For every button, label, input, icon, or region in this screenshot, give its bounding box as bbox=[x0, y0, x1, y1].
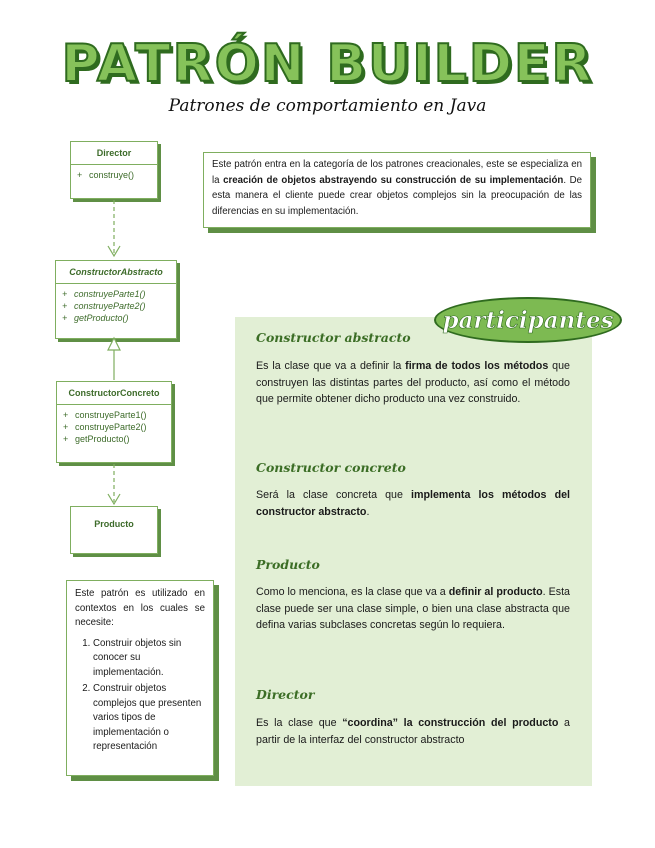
uml-method: + construyeParte1() bbox=[63, 410, 147, 420]
section-title-product: Producto bbox=[256, 557, 320, 572]
uml-class-name: ConstructorAbstracto bbox=[56, 261, 176, 284]
plus-icon: + bbox=[62, 301, 68, 311]
page-title: PATRÓN BUILDER bbox=[61, 34, 594, 94]
section-text-director: Es la clase que “coordina” la construcción del producto a partir de la interfaz del constructor abstracto bbox=[256, 717, 570, 746]
uml-method: + construyeParte2() bbox=[62, 301, 146, 311]
usage-intro: Este patrón es utilizado en contextos en los cuales se necesite: bbox=[75, 588, 205, 628]
plus-icon: + bbox=[63, 422, 69, 432]
uml-method: + getProducto() bbox=[63, 434, 130, 444]
plus-icon: + bbox=[77, 170, 83, 180]
uml-connectors bbox=[0, 190, 200, 610]
section-title-director: Director bbox=[256, 687, 315, 702]
uml-method: + getProducto() bbox=[62, 313, 129, 323]
plus-icon: + bbox=[63, 410, 69, 420]
uml-method: + construyeParte2() bbox=[63, 422, 147, 432]
section-text-concrete: Será la clase concreta que implementa los métodos del constructor abstracto. bbox=[256, 489, 571, 518]
plus-icon: + bbox=[62, 313, 68, 323]
intro-box: Este patrón entra en la categoría de los patrones creacionales, este se especializa en la creación de objetos abstrayendo su construcción de su implementación. De esta manera el cliente puede crear objetos complejos sin la preocupación de las diferencias en su implementación. bbox=[203, 152, 591, 228]
list-item: 2. Construir objetos complejos que presenten varios tipos de implementación o representación bbox=[93, 682, 205, 755]
section-title-abstract: Constructor abstracto bbox=[256, 330, 411, 345]
section-text-abstract: Es la clase que va a definir la firma de todos los métodos que construyen las distintas partes del producto, así como el método que permite obtener dicho producto una vez construido. bbox=[256, 360, 570, 405]
uml-class-name: ConstructorConcreto bbox=[57, 382, 171, 405]
uml-method: + construyeParte1() bbox=[62, 289, 146, 299]
inheritance-arrowhead bbox=[108, 338, 120, 350]
plus-icon: + bbox=[62, 289, 68, 299]
section-title-concrete: Constructor concreto bbox=[256, 460, 406, 475]
usage-box bbox=[66, 580, 214, 776]
uml-class-name: Producto bbox=[94, 519, 134, 529]
usage-list bbox=[75, 637, 205, 755]
section-text-product: Como lo menciona, es la clase que va a definir al producto. Esta clase puede ser una clase simple, o bien una clase abstracta que defina varias subclases concretas según lo requiera. bbox=[256, 586, 570, 631]
page-subtitle: Patrones de comportamiento en Java bbox=[168, 96, 487, 116]
list-item: 1. Construir objetos sin conocer su implementación. bbox=[93, 637, 205, 681]
uml-class-name: Director bbox=[71, 142, 157, 165]
participants-badge: participantes bbox=[434, 297, 622, 343]
uml-method: + construye() bbox=[77, 170, 135, 180]
plus-icon: + bbox=[63, 434, 69, 444]
